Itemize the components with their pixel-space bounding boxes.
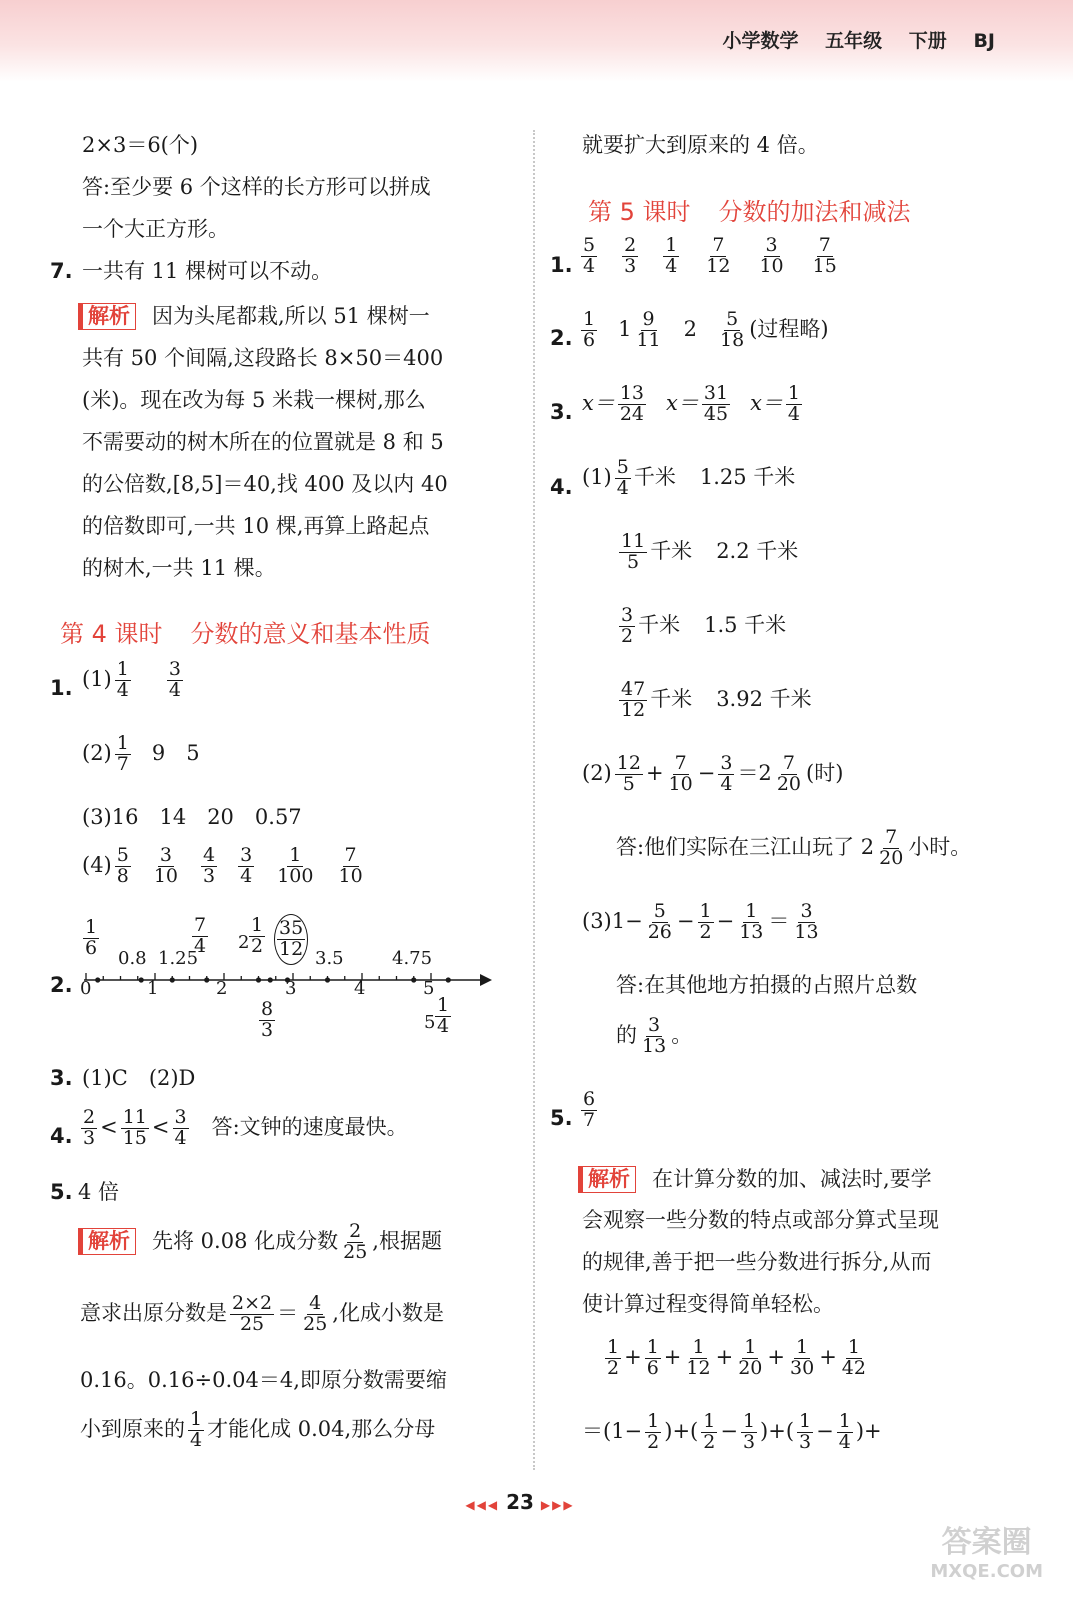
minus: − xyxy=(676,908,695,933)
q4-answer xyxy=(78,1108,408,1149)
sum-expansion xyxy=(582,1412,882,1453)
section-name: 分数的意义和基本性质 xyxy=(190,620,431,648)
q2-answers xyxy=(578,310,829,351)
fraction: $\frac{6}{7}$ xyxy=(583,1088,596,1131)
fraction: $\frac{1}{6}$ xyxy=(583,308,596,351)
expr-text: )+( xyxy=(760,1418,795,1443)
analysis-block xyxy=(78,303,430,330)
q2-number: 2. xyxy=(50,973,73,997)
section-name: 分数的加法和减法 xyxy=(718,198,911,226)
analysis-text: ,根据题 xyxy=(372,1228,442,1253)
fraction: $\frac{1}{13}$ xyxy=(739,900,764,943)
expr-text: )+( xyxy=(664,1418,699,1443)
point-dot xyxy=(446,977,451,982)
analysis-tag: 解析 xyxy=(78,303,136,330)
point-label: 0.8 xyxy=(118,948,147,969)
q5-answer xyxy=(578,1090,600,1131)
analysis-line: 的公倍数,[8,5]＝40,找 400 及以内 40 xyxy=(82,472,448,496)
analysis-line: 使计算过程变得简单轻松。 xyxy=(582,1292,834,1316)
analysis-line: 因为头尾都栽,所以 51 棵树一 xyxy=(152,304,430,328)
circled-fraction: $\frac{35}{12}$ xyxy=(274,914,308,965)
continued-line: 就要扩大到原来的 4 倍。 xyxy=(582,133,819,157)
answer-text: 小时。 xyxy=(908,834,972,859)
fraction: $\frac{47}{12}$ xyxy=(621,678,646,721)
fraction: $\frac{5}{8}$ xyxy=(116,844,129,887)
header-subject: 小学数学 xyxy=(722,30,799,52)
plus: + xyxy=(624,1344,642,1369)
answer-line: 答:至少要 6 个这样的长方形可以拼成 xyxy=(82,175,431,199)
fraction: $\frac{7}{20}$ xyxy=(776,752,801,795)
x-equals: x＝ xyxy=(582,390,615,415)
q4-answer1 xyxy=(616,828,971,869)
tick-label: 1 xyxy=(147,978,159,999)
analysis-line: 的规律,善于把一些分数进行拆分,从而 xyxy=(582,1250,932,1274)
analysis-block-3 xyxy=(578,1166,932,1193)
q4-conclusion: 答:文钟的速度最快。 xyxy=(211,1114,408,1139)
fraction: $\frac{3}{13}$ xyxy=(794,900,819,943)
q2-number: 2. xyxy=(550,326,573,350)
plus: + xyxy=(645,760,664,785)
values: 9 5 xyxy=(151,740,200,765)
fraction: $\frac{7}{20}$ xyxy=(879,826,904,869)
fraction: $\frac{3}{10}$ xyxy=(759,234,784,277)
fraction: $\frac{2\times 2}{25}$ xyxy=(232,1292,273,1335)
q5-number: 5. xyxy=(550,1106,573,1130)
fraction: $\frac{5}{4}$ xyxy=(583,234,596,277)
q4-row xyxy=(616,532,798,573)
fraction: $\frac{1}{6}$ xyxy=(85,916,98,959)
section-title-lesson-4 xyxy=(60,614,431,649)
section-number: 第 4 课时 xyxy=(60,620,163,648)
value: 1.5 千米 xyxy=(704,612,787,637)
fraction: $\frac{1}{42}$ xyxy=(841,1336,866,1379)
analysis-line: (米)。现在改为每 5 米栽一棵树,那么 xyxy=(82,388,426,412)
fraction: $\frac{2}{3}$ xyxy=(624,234,637,277)
answer-text: 答:他们实际在三江山玩了 2 xyxy=(616,834,875,859)
fraction: $\frac{1}{2}$ xyxy=(251,914,264,957)
q4-number: 4. xyxy=(50,1124,73,1148)
fraction: $\frac{13}{24}$ xyxy=(619,382,645,425)
q4-answer2-cont xyxy=(616,1016,692,1057)
q3-number: 3. xyxy=(50,1066,73,1090)
fraction: $\frac{5}{4}$ xyxy=(616,456,629,499)
point-label: 1.25 xyxy=(158,948,199,969)
fraction: $\frac{3}{4}$ xyxy=(720,752,733,795)
fraction: $\frac{9}{11}$ xyxy=(636,308,661,351)
analysis-line: 会观察一些分数的特点或部分算式呈现 xyxy=(582,1208,939,1232)
sum-expression xyxy=(602,1338,871,1379)
part-label: (1) xyxy=(582,464,612,489)
analysis-line xyxy=(80,1410,435,1451)
plus: + xyxy=(767,1344,785,1369)
whole-part: 5 xyxy=(424,1012,436,1033)
point-dot xyxy=(411,977,416,982)
q5-number: 5. xyxy=(50,1180,73,1204)
q4-row xyxy=(616,680,812,721)
tick-label: 0 xyxy=(80,978,92,999)
unit: (时) xyxy=(806,760,844,785)
fraction: $\frac{31}{45}$ xyxy=(703,382,729,425)
q7-answer: 一共有 11 棵树可以不动。 xyxy=(82,259,333,283)
fraction: $\frac{1}{3}$ xyxy=(799,1410,812,1453)
fraction: $\frac{3}{10}$ xyxy=(153,844,179,887)
unit: 千米 xyxy=(638,612,681,637)
fraction: $\frac{1}{4}$ xyxy=(116,658,129,701)
q4-number: 4. xyxy=(550,475,573,499)
part-label: (1) xyxy=(82,666,112,691)
fraction: $\frac{5}{18}$ xyxy=(720,308,745,351)
part-label: (3)1− xyxy=(582,908,643,933)
tick-label: 2 xyxy=(216,978,228,999)
fraction-list xyxy=(112,844,383,887)
fraction: $\frac{11}{5}$ xyxy=(621,530,646,573)
header-grade: 五年级 xyxy=(825,30,883,52)
q1-number: 1. xyxy=(50,676,73,700)
value: 3.92 千米 xyxy=(716,686,812,711)
analysis-line: 共有 50 个间隔,这段路长 8×50＝400 xyxy=(82,346,444,370)
point-dot xyxy=(268,977,273,982)
fraction: $\frac{4}{25}$ xyxy=(303,1292,328,1335)
q3-answers xyxy=(582,384,822,425)
part-label: (2) xyxy=(82,740,112,765)
minus: − xyxy=(816,1418,834,1443)
q4-row xyxy=(616,606,786,647)
note: (过程略) xyxy=(749,316,829,341)
fraction: $\frac{3}{13}$ xyxy=(642,1014,667,1057)
analysis-text: 小到原来的 xyxy=(80,1416,185,1441)
section-number: 第 5 课时 xyxy=(588,198,691,226)
minus: − xyxy=(697,760,716,785)
value: 1.25 千米 xyxy=(699,464,796,489)
point-dot xyxy=(139,977,144,982)
page-header xyxy=(703,26,995,53)
analysis-line: 的树木,一共 11 棵。 xyxy=(82,556,276,580)
analysis-tag: 解析 xyxy=(78,1228,136,1255)
fraction: $\frac{7}{10}$ xyxy=(338,844,363,887)
value: 2.2 千米 xyxy=(716,538,799,563)
q4-part3: (3)1− $\frac{5}{26}$ − $\frac{1}{2}$ − $\frac{1}{13}$ ＝ $\frac{3}{13}$ xyxy=(582,900,819,943)
value: 2 xyxy=(683,316,698,341)
expr-text: )+ xyxy=(855,1418,882,1443)
fraction: $\frac{3}{4}$ xyxy=(240,844,253,887)
fraction: $\frac{3}{4}$ xyxy=(168,658,181,701)
fraction: $\frac{12}{5}$ xyxy=(616,752,641,795)
analysis-line: 的倍数即可,一共 10 棵,再算上路起点 xyxy=(82,514,430,538)
number-line-figure xyxy=(80,914,500,1070)
fraction: $\frac{1}{7}$ xyxy=(116,732,129,775)
part-label: (2) xyxy=(582,760,612,785)
q4-part2 xyxy=(582,754,843,795)
fraction: $\frac{8}{3}$ xyxy=(261,998,274,1041)
minus: − xyxy=(716,908,735,933)
q4-answer2: 答:在其他地方拍摄的占照片总数 xyxy=(616,973,918,997)
equals: ＝ xyxy=(277,1300,299,1325)
tick-label: 3 xyxy=(285,978,297,999)
q7-number: 7. xyxy=(50,259,73,283)
answer-line-cont: 一个大正方形。 xyxy=(82,217,229,241)
plus: + xyxy=(819,1344,837,1369)
fraction: $\frac{1}{100}$ xyxy=(277,844,314,887)
fraction: $\frac{1}{2}$ xyxy=(703,1410,716,1453)
header-volume: 下册 xyxy=(908,30,947,52)
point-dot xyxy=(95,977,100,982)
fraction: $\frac{2}{3}$ xyxy=(83,1106,96,1149)
point-dot xyxy=(256,977,261,982)
fraction: $\frac{1}{3}$ xyxy=(742,1410,756,1453)
fraction: $\frac{1}{4}$ xyxy=(190,1408,203,1451)
header-edition: BJ xyxy=(973,30,995,52)
q1-number: 1. xyxy=(550,253,573,277)
analysis-text: ,化成小数是 xyxy=(332,1300,444,1325)
fraction: $\frac{1}{2}$ xyxy=(607,1336,620,1379)
fraction: $\frac{1}{2}$ xyxy=(699,900,712,943)
plus: + xyxy=(715,1344,734,1369)
point-dot xyxy=(325,977,330,982)
q5-answer: 4 倍 xyxy=(78,1180,120,1204)
fraction: $\frac{1}{6}$ xyxy=(646,1336,659,1379)
analysis-line xyxy=(80,1294,444,1335)
expr-text: ＝(1− xyxy=(582,1418,643,1443)
answer-text: 的 xyxy=(616,1022,637,1047)
fraction: $\frac{1}{30}$ xyxy=(790,1336,815,1379)
tick-label: 5 xyxy=(423,978,435,999)
less-than: < xyxy=(100,1114,118,1139)
analysis-text: 先将 0.08 化成分数 xyxy=(152,1228,339,1253)
analysis-line: 不需要动的树木所在的位置就是 8 和 5 xyxy=(82,430,444,454)
analysis-tag: 解析 xyxy=(578,1166,636,1193)
q1-part1 xyxy=(82,660,186,701)
whole-part: 2 xyxy=(238,932,250,953)
x-equals: x＝ xyxy=(750,390,783,415)
watermark xyxy=(930,1517,1043,1582)
q1-part4 xyxy=(82,846,383,887)
analysis-line: 0.16。0.16÷0.04＝4,即原分数需要缩 xyxy=(80,1368,447,1392)
point-dot xyxy=(170,977,175,982)
fraction: $\frac{3}{2}$ xyxy=(621,604,634,647)
unit: 千米 xyxy=(633,464,676,489)
next-arrows-icon: ▶▶▶ xyxy=(540,1498,575,1512)
less-than: < xyxy=(151,1114,170,1139)
part-label: (4) xyxy=(82,852,112,877)
plus: + xyxy=(663,1344,682,1369)
minus: − xyxy=(720,1418,738,1443)
page-footer xyxy=(430,1490,610,1514)
q4-part1 xyxy=(582,458,795,499)
x-equals: x＝ xyxy=(666,390,699,415)
calc-line: 2×3＝6(个) xyxy=(82,133,199,157)
q3-answer: (1)C (2)D xyxy=(82,1066,196,1090)
tick-label: 4 xyxy=(354,978,366,999)
q1-part3: (3)16 14 20 0.57 xyxy=(82,805,302,829)
analysis-text: 才能化成 0.04,那么分母 xyxy=(207,1416,436,1441)
axis-arrow xyxy=(480,974,492,986)
whole-part: 1 xyxy=(618,316,632,341)
tick-group xyxy=(86,973,451,983)
analysis-text: 在计算分数的加、减法时,要学 xyxy=(652,1167,932,1191)
equals-two: ＝2 xyxy=(737,760,772,785)
point-dot xyxy=(204,977,209,982)
fraction: $\frac{11}{15}$ xyxy=(122,1106,147,1149)
column-divider xyxy=(533,130,535,1470)
analysis-block-2 xyxy=(78,1222,442,1263)
fraction: $\frac{3}{4}$ xyxy=(174,1106,187,1149)
fraction: $\frac{5}{26}$ xyxy=(647,900,672,943)
unit: 千米 xyxy=(650,538,693,563)
fraction: $\frac{1}{4}$ xyxy=(437,994,450,1037)
fraction: $\frac{4}{3}$ xyxy=(203,844,216,887)
section-title-lesson-5 xyxy=(588,192,911,227)
q1-part2 xyxy=(82,734,200,775)
prev-arrows-icon: ◀◀◀ xyxy=(465,1498,500,1512)
fraction: $\frac{1}{4}$ xyxy=(787,382,800,425)
fraction: $\frac{1}{12}$ xyxy=(686,1336,711,1379)
fraction: $\frac{1}{2}$ xyxy=(647,1410,660,1453)
watermark-top: 答案圈 xyxy=(941,1525,1032,1560)
fraction: $\frac{1}{4}$ xyxy=(838,1410,851,1453)
page-number: 23 xyxy=(506,1490,534,1514)
unit: 千米 xyxy=(650,686,693,711)
fraction: $\frac{7}{4}$ xyxy=(194,914,207,957)
answer-text: 。 xyxy=(671,1022,693,1047)
fraction: $\frac{7}{12}$ xyxy=(706,234,731,277)
q3-number: 3. xyxy=(550,400,573,424)
point-label: 3.5 xyxy=(315,948,344,969)
point-label: 4.75 xyxy=(392,948,433,969)
q1-answers xyxy=(578,236,861,277)
fraction: $\frac{7}{15}$ xyxy=(812,234,837,277)
fraction: $\frac{2}{25}$ xyxy=(343,1220,368,1263)
fraction: $\frac{7}{10}$ xyxy=(668,752,693,795)
fraction: $\frac{1}{20}$ xyxy=(738,1336,763,1379)
analysis-text: 意求出原分数是 xyxy=(80,1300,227,1325)
watermark-bottom: MXQE.COM xyxy=(930,1561,1043,1582)
fraction: $\frac{1}{4}$ xyxy=(665,234,678,277)
